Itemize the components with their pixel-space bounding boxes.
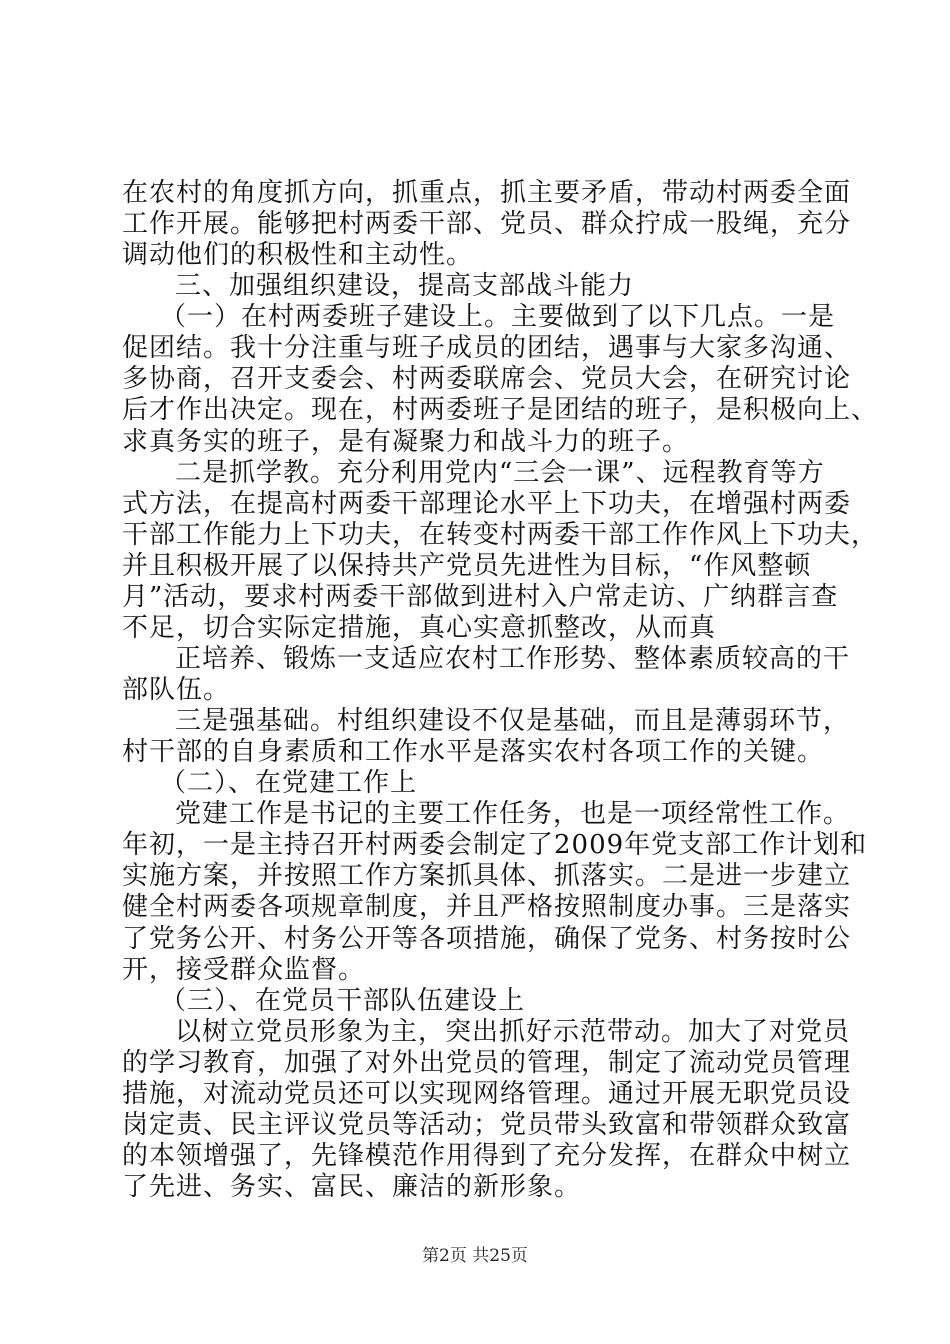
text-line: 健全村两委各项规章制度，并且严格按照制度办事。三是落实 [122,892,852,922]
text-line: 多协商，召开支委会、村两委联席会、党员大会，在研究讨论 [122,364,852,394]
text-line: 月”活动，要求村两委干部做到进村入户常走访、广纳群言查 [122,582,839,612]
text-line: 三是强基础。村组织建设不仅是基础，而且是薄弱环节， [175,706,851,736]
text-line: 求真务实的班子，是有凝聚力和战斗力的班子。 [122,427,690,457]
text-line: 不足，切合实际定措施，真心实意抓整改，从而真 [122,613,717,643]
text-line: 村干部的自身素质和工作水平是落实农村各项工作的关键。 [122,737,825,767]
text-line: 了先进、务实、富民、廉洁的新形象。 [122,1172,582,1202]
section-heading: （二）、在党建工作上 [160,768,418,798]
text-line: 正培养、锻炼一支适应农村工作形势、整体素质较高的干 [175,644,851,674]
section-heading: （三）、在党员干部队伍建设上 [160,986,526,1016]
text-line: 党建工作是书记的主要工作任务，也是一项经常性工作。 [175,799,851,829]
page-number-footer: 第2页 共25页 [422,1246,528,1266]
text-line: 开，接受群众监督。 [122,955,366,985]
text-line: 年初，一是主持召开村两委会制定了2009年党支部工作计划和 [122,830,868,860]
section-heading: 三、加强组织建设，提高支部战斗能力 [175,271,635,301]
text-line: 在农村的角度抓方向，抓重点，抓主要矛盾，带动村两委全面 [122,178,852,208]
text-line: 以树立党员形象为主，突出抓好示范带动。加大了对党员 [175,1017,851,1047]
text-line: 措施，对流动党员还可以实现网络管理。通过开展无职党员设 [122,1079,852,1109]
text-line: 岗定责、民主评议党员等活动；党员带头致富和带领群众致富 [122,1110,852,1140]
text-line: 后才作出决定。现在，村两委班子是团结的班子，是积极向上、 [122,395,879,425]
text-line: 调动他们的积极性和主动性。 [122,240,474,270]
text-line: 式方法，在提高村两委干部理论水平上下功夫，在增强村两委 [122,489,852,519]
text-line: 的本领增强了，先锋模范作用得到了充分发挥，在群众中树立 [122,1141,852,1171]
text-line: 工作开展。能够把村两委干部、党员、群众拧成一股绳，充分 [122,209,852,239]
text-line: 干部工作能力上下功夫，在转变村两委干部工作作风上下功夫， [122,520,879,550]
text-line: 二是抓学教。充分利用党内“三会一课”、远程教育等方 [175,458,825,488]
text-line: 了党务公开、村务公开等各项措施，确保了党务、村务按时公 [122,924,852,954]
text-line: 促团结。我十分注重与班子成员的团结，遇事与大家多沟通、 [122,333,852,363]
text-line: 并且积极开展了以保持共产党员先进性为目标，“作风整顿 [122,551,812,581]
text-line: 的学习教育，加强了对外出党员的管理，制定了流动党员管理 [122,1048,852,1078]
text-line: 部队伍。 [122,675,231,705]
text-line: 实施方案，并按照工作方案抓具体、抓落实。二是进一步建立 [122,861,852,891]
text-line: （一）在村两委班子建设上。主要做到了以下几点。一是 [160,302,836,332]
